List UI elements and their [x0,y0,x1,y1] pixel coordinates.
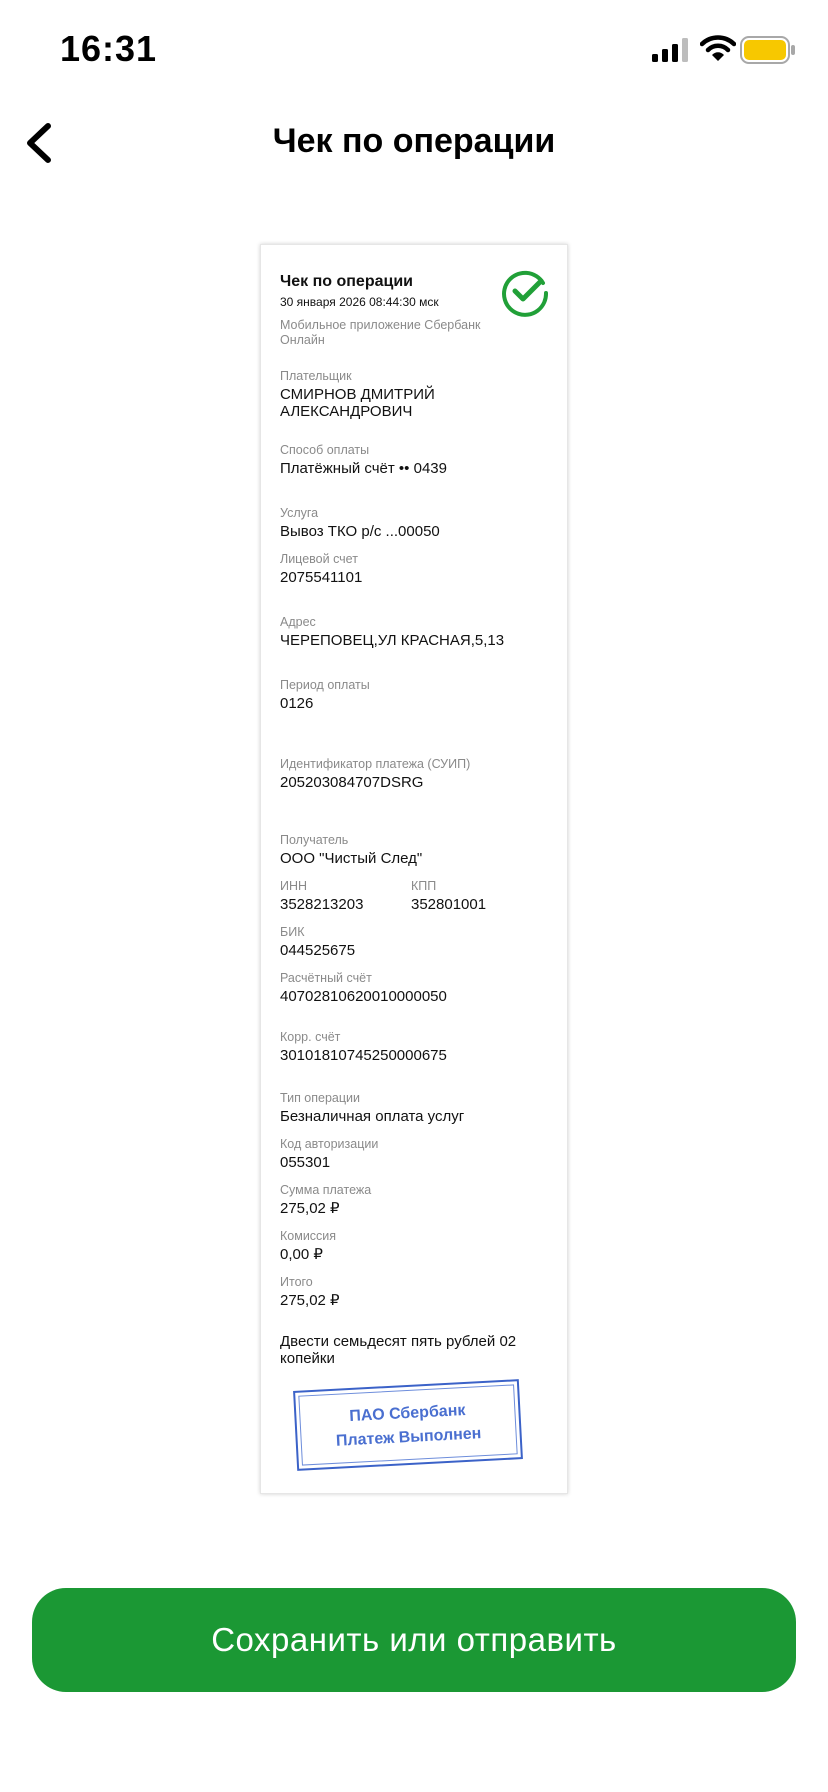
payment-method-value: Платёжный счёт •• 0439 [280,460,447,477]
recipient-label: Получатель [280,833,349,847]
amount-value: 275,02 ₽ [280,1200,340,1217]
kpp-value: 352801001 [411,896,487,913]
status-bar [0,0,828,100]
auth-code-label: Код авторизации [280,1137,379,1151]
corr-value: 30101810745250000675 [280,1047,447,1064]
commission-label: Комиссия [280,1229,337,1243]
payer-name-line1: СМИРНОВ ДМИТРИЙ [280,386,435,403]
period-label: Период оплаты [280,678,370,692]
account-label: Лицевой счет [280,552,358,566]
page-title: Чек по операции [272,122,556,160]
bank-stamp [293,1379,523,1471]
receipt-source: Мобильное приложение Сбербанк Онлайн [280,318,481,347]
battery-icon [740,36,796,64]
amount-in-words-line2: копейки [280,1350,335,1367]
amount-label: Сумма платежа [280,1183,372,1197]
status-time: 16:31 [60,28,158,69]
bik-value: 044525675 [280,942,356,959]
address-label: Адрес [280,615,316,629]
service-label: Услуга [280,506,319,520]
save-or-send-button[interactable]: Сохранить или отправить [32,1588,796,1692]
amount-in-words-line1: Двести семьдесят пять рублей 02 [280,1333,517,1350]
corr-label: Корр. счёт [280,1030,341,1044]
receipt-title: Чек по операции [280,273,413,290]
receipt-date: 30 января 2026 08:44:30 мск [280,295,439,309]
inn-label: ИНН [280,879,308,893]
kpp-label: КПП [411,879,437,893]
payer-label: Плательщик [280,369,352,383]
inn-value: 3528213203 [280,896,364,913]
payment-id-value: 205203084707DSRG [280,774,424,791]
op-type-label: Тип операции [280,1091,361,1105]
settlement-value: 40702810620010000050 [280,988,447,1005]
settlement-label: Расчётный счёт [280,971,372,985]
nav-bar [0,100,828,210]
auth-code-value: 055301 [280,1154,331,1171]
op-type-value: Безналичная оплата услуг [280,1108,465,1125]
period-value: 0126 [280,695,314,712]
address-value: ЧЕРЕПОВЕЦ,УЛ КРАСНАЯ,5,13 [280,632,505,649]
total-label: Итого [280,1275,313,1289]
total-value: 275,02 ₽ [280,1292,340,1309]
signal-icon [652,38,690,62]
payer-name-line2: АЛЕКСАНДРОВИЧ [280,403,413,420]
stamp-line1: ПАО Сбербанк [348,1401,466,1426]
wifi-icon [700,34,736,62]
bik-label: БИК [280,925,305,939]
payment-method-label: Способ оплаты [280,443,370,457]
account-value: 2075541101 [280,569,363,586]
stamp-line2: Платеж Выполнен [335,1425,482,1450]
check-circle-icon [501,269,549,317]
receipt-card[interactable] [260,244,568,1494]
commission-value: 0,00 ₽ [280,1246,323,1263]
service-value: Вывоз ТКО р/с ...00050 [280,523,440,540]
payment-id-label: Идентификатор платежа (СУИП) [280,757,471,771]
recipient-value: ООО "Чистый След" [280,850,423,867]
